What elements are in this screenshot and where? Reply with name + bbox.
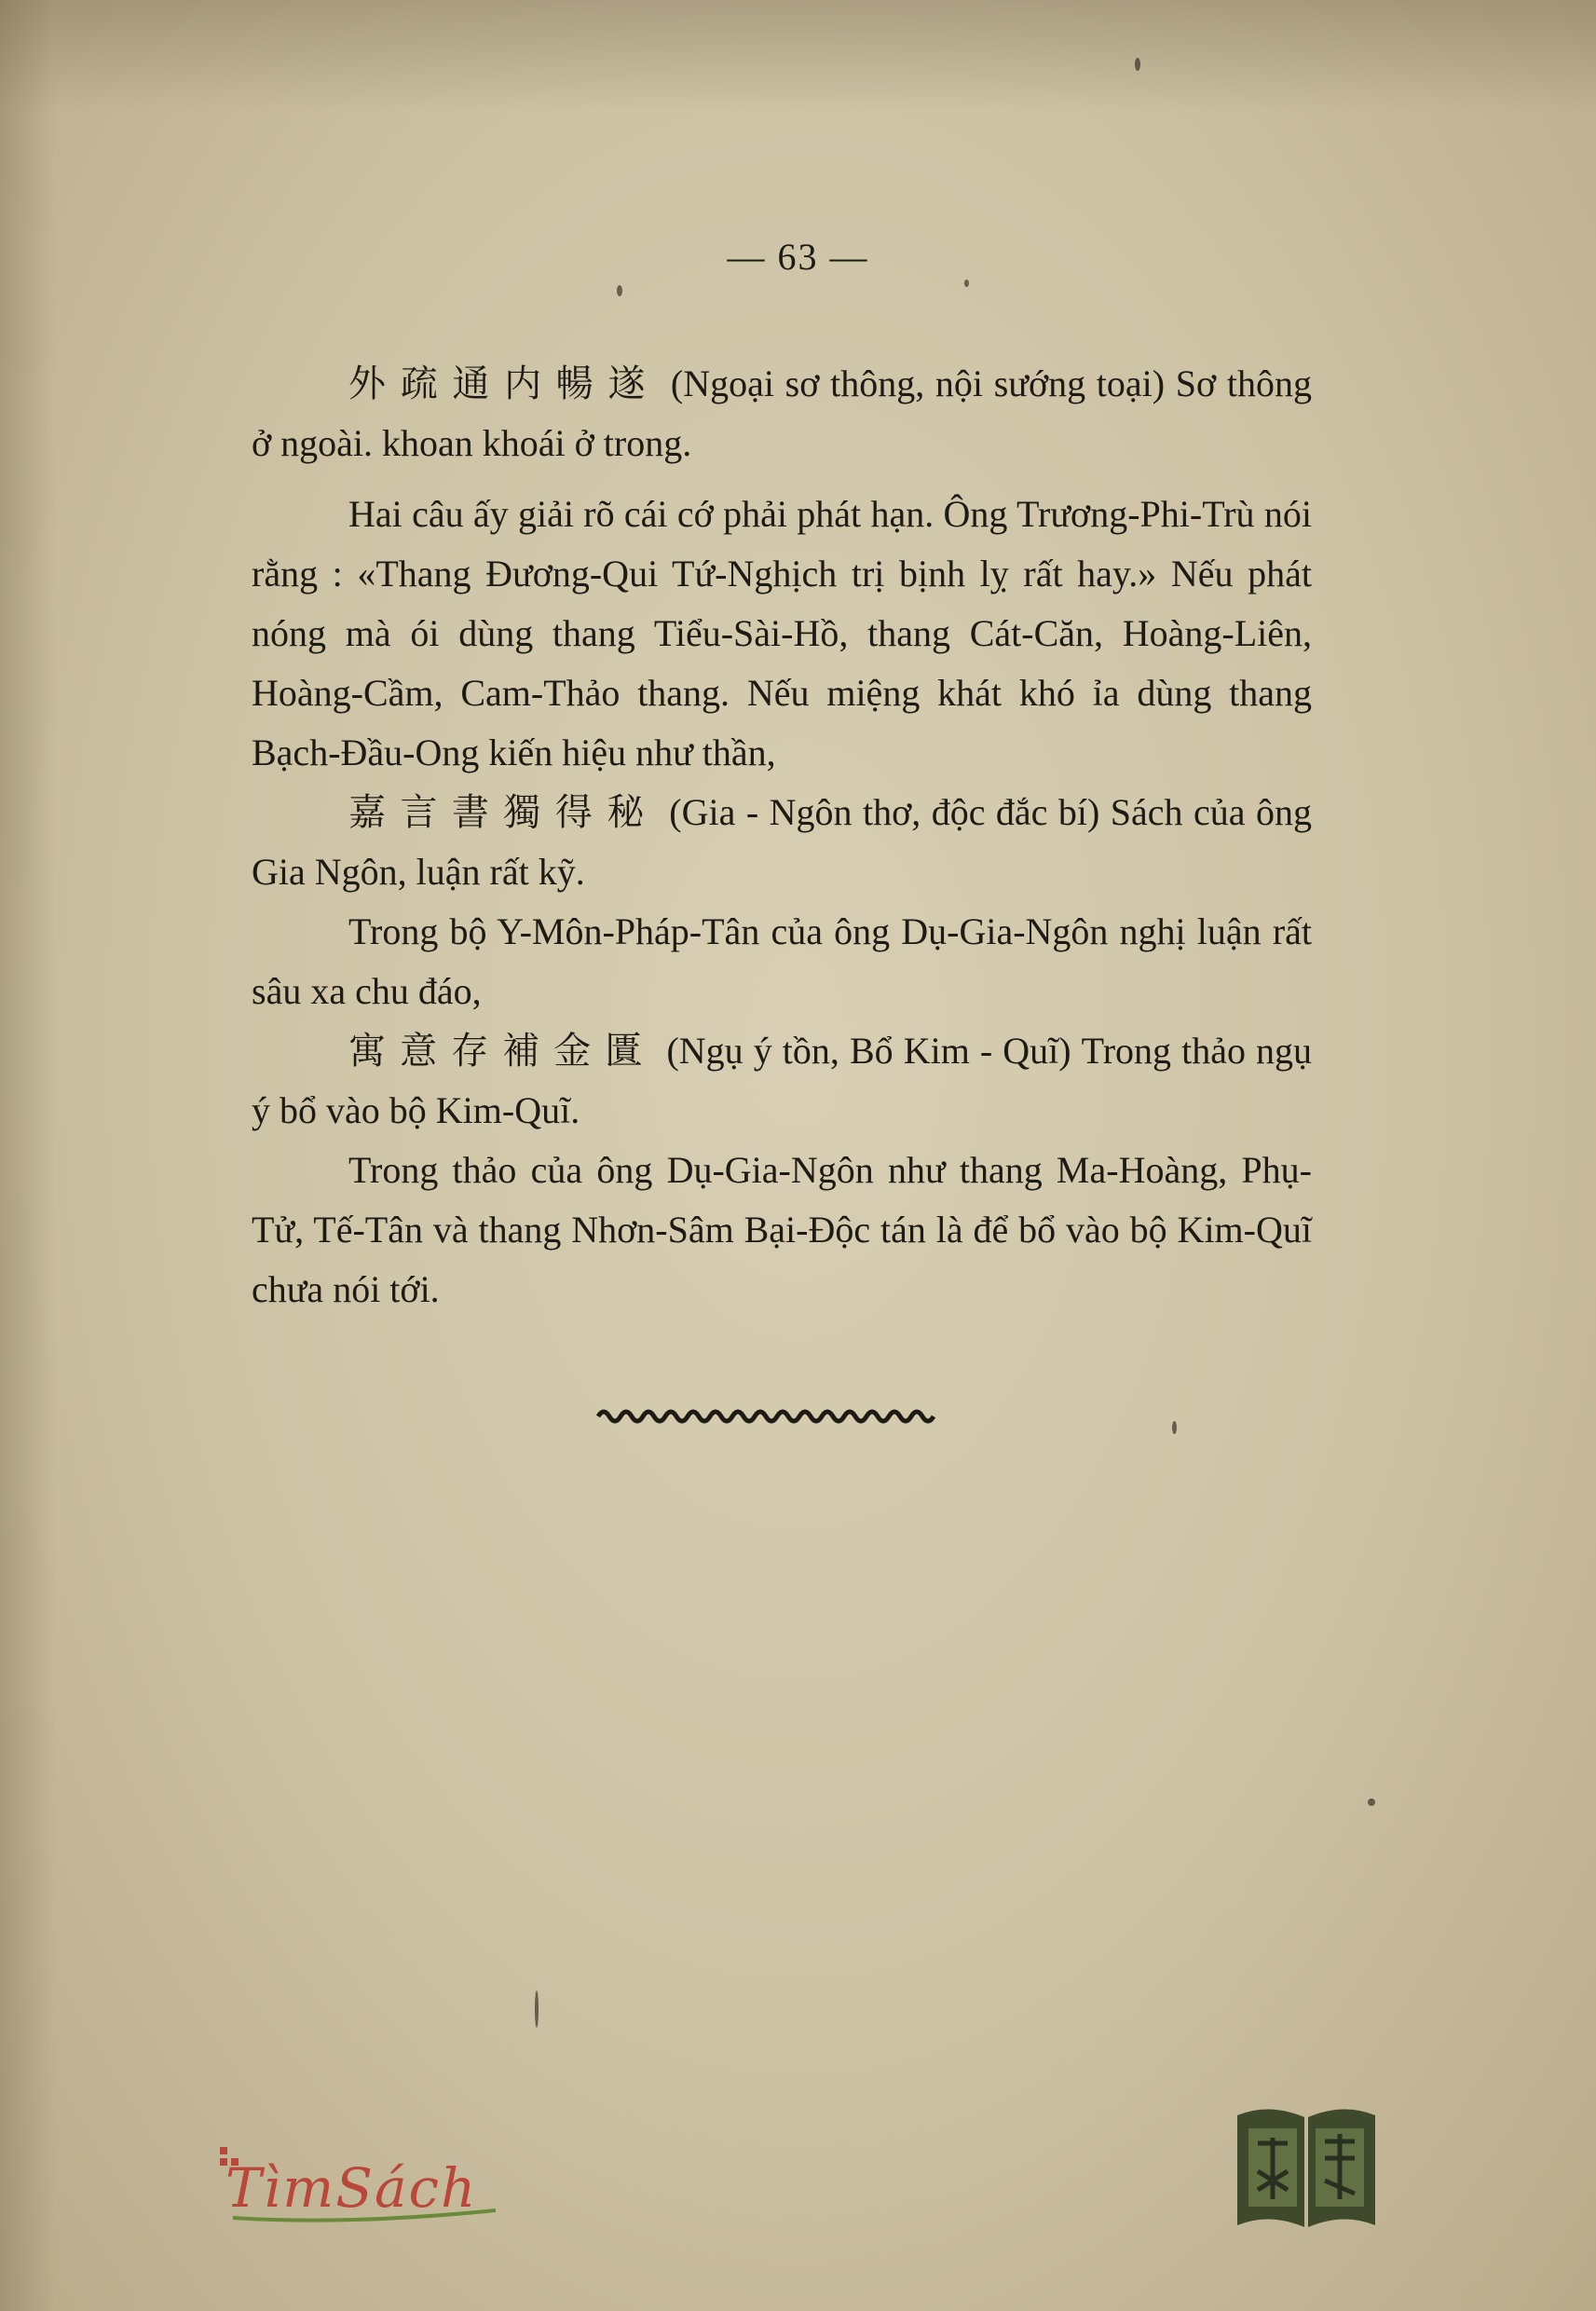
ornamental-divider — [596, 1405, 941, 1424]
entry-1-hanzi: 外疏通内暢遂 — [348, 362, 661, 405]
entry-4-text: Trong bộ Y-Môn-Pháp-Tân của ông Dụ-Gia-Ngôn nghị luận rất sâu xa chu đáo, — [252, 910, 1312, 1012]
body-text — [252, 354, 1312, 1320]
paper-speck — [964, 280, 969, 287]
entry-3-hanzi: 嘉言書獨得秘 — [348, 791, 659, 834]
paper-edge-top — [0, 0, 1596, 112]
entry-5 — [252, 1021, 1312, 1141]
paper-speck — [1135, 58, 1140, 71]
paper-speck — [535, 1990, 539, 2028]
book-logo-icon — [1232, 2097, 1381, 2236]
entry-5-text: (Ngụ ý tồn, Bổ Kim - Quĩ) Trong thảo ngụ ý bổ vào bộ Kim-Quĩ. — [252, 1030, 1313, 1131]
paper-speck — [1368, 1798, 1375, 1806]
entry-4 — [252, 902, 1312, 1021]
entry-2 — [252, 485, 1312, 783]
entry-1 — [252, 354, 1312, 473]
paper-speck — [617, 285, 622, 296]
entry-5-hanzi: 寓意存補金匱 — [348, 1030, 657, 1073]
entry-1-text: (Ngoại sơ thông, nội sướng toại) Sơ thông ở ngoài. khoan khoái ở trong. — [252, 362, 1313, 464]
page-number: — 63 — — [727, 236, 869, 278]
entry-6-text: Trong thảo của ông Dụ-Gia-Ngôn như thang Ma-Hoàng, Phụ-Tử, Tế-Tân và thang Nhơn-Sâm Bại-Độc tán là để bổ vào bộ Kim-Quĩ chưa nói tới. — [252, 1149, 1312, 1310]
tim-sach-logo-text: TìmSách — [225, 2156, 478, 2220]
entry-3-text: (Gia - Ngôn thơ, độc đắc bí) Sách của ông Gia Ngôn, luận rất kỹ. — [252, 791, 1312, 893]
paper-speck — [1172, 1421, 1177, 1434]
paper-edge-left — [0, 0, 56, 2311]
entry-6 — [252, 1141, 1312, 1320]
entry-3 — [252, 783, 1312, 902]
entry-2-text: Hai câu ấy giải rõ cái cớ phải phát hạn. Ông Trương-Phi-Trù nói rằng : «Thang Đương-Qui Tứ-Nghịch trị bịnh lỵ rất hay.» Nếu phát nóng mà ói dùng thang Tiểu-Sài-Hồ, thang Cát-Căn, Hoàng-Liên, Hoàng-Cầm, Cam-Thảo thang. Nếu miệng khát khó ỉa dùng thang Bạch-Đầu-Ong kiến hiệu như thần, — [252, 493, 1312, 773]
